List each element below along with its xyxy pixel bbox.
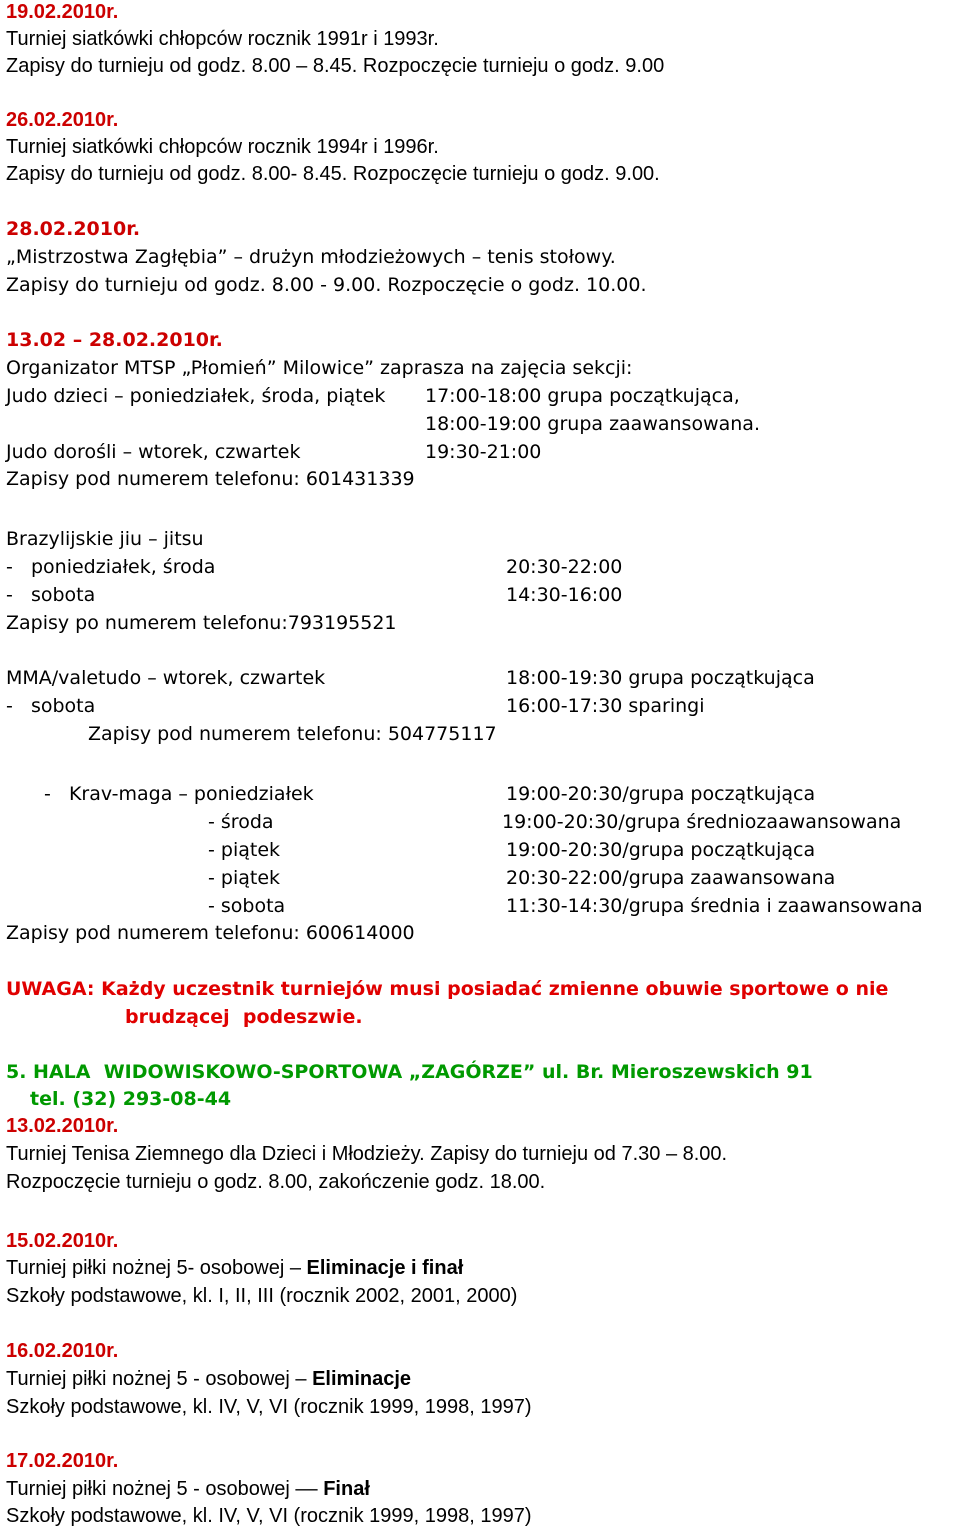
event-date: 13.02 – 28.02.2010r. <box>6 329 223 351</box>
event-date: 15.02.2010r. <box>6 1230 119 1252</box>
mma-time-1: 18:00-19:30 grupa początkująca <box>506 667 815 689</box>
event-date: 28.02.2010r. <box>6 218 141 240</box>
krav-phone: Zapisy pod numerem telefonu: 600614000 <box>6 922 415 944</box>
mma-days-2: - sobota <box>6 695 96 717</box>
warning-line-2: brudzącej podeszwie. <box>125 1006 363 1028</box>
event-details: Szkoły podstawowe, kl. IV, V, VI (rocznik 1999, 1998, 1997) <box>6 1396 532 1418</box>
judo-kids-time-1: 17:00-18:00 grupa początkująca, <box>425 385 740 407</box>
krav-time-3: 19:00-20:30/grupa początkująca <box>506 839 816 861</box>
event-details: Szkoły podstawowe, kl. IV, V, VI (rocznik 1999, 1998, 1997) <box>6 1505 532 1527</box>
event-title: Turniej siatkówki chłopców rocznik 1994r i 1996r. <box>6 136 439 158</box>
event-title <box>6 1367 411 1391</box>
event-details: Zapisy do turnieju od godz. 8.00- 8.45. Rozpoczęcie turnieju o godz. 9.00. <box>6 163 660 185</box>
event-stage: Finał <box>323 1478 370 1500</box>
event-details: Zapisy do turnieju od godz. 8.00 - 9.00. Rozpoczęcie o godz. 10.00. <box>6 274 647 296</box>
bjj-title: Brazylijskie jiu – jitsu <box>6 528 204 550</box>
krav-days-1: - Krav-maga – poniedziałek <box>44 783 314 805</box>
event-details: Zapisy do turnieju od godz. 8.00 – 8.45. Rozpoczęcie turnieju o godz. 9.00 <box>6 55 665 77</box>
judo-adults-time: 19:30-21:00 <box>425 441 542 463</box>
krav-time-5: 11:30-14:30/grupa średnia i zaawansowana <box>506 895 923 917</box>
krav-days-4: - piątek <box>208 867 281 889</box>
judo-kids-days: Judo dzieci – poniedziałek, środa, piątek <box>6 385 386 407</box>
event-title: „Mistrzostwa Zagłębia” – drużyn młodzieżowych – tenis stołowy. <box>6 246 616 268</box>
krav-days-3: - piątek <box>208 839 281 861</box>
event-date: 16.02.2010r. <box>6 1340 119 1362</box>
organizer-intro: Organizator MTSP „Płomień” Milowice” zaprasza na zajęcia sekcji: <box>6 357 633 379</box>
bjj-days-1: - poniedziałek, środa <box>6 556 216 578</box>
event-date: 17.02.2010r. <box>6 1450 119 1472</box>
krav-time-1: 19:00-20:30/grupa początkująca <box>506 783 816 805</box>
judo-phone: Zapisy pod numerem telefonu: 601431339 <box>6 468 415 490</box>
mma-phone: Zapisy pod numerem telefonu: 504775117 <box>88 723 497 745</box>
hall-phone: tel. (32) 293-08-44 <box>30 1088 232 1110</box>
krav-days-5: - sobota <box>208 895 286 917</box>
event-date: 19.02.2010r. <box>6 1 119 23</box>
event-date: 13.02.2010r. <box>6 1115 119 1137</box>
event-title-text: Turniej piłki nożnej 5- osobowej – <box>6 1257 307 1279</box>
event-details: Rozpoczęcie turnieju o godz. 8.00, zakończenie godz. 18.00. <box>6 1171 546 1193</box>
event-stage: Eliminacje <box>312 1368 412 1390</box>
event-title <box>6 1256 463 1280</box>
event-date: 26.02.2010r. <box>6 109 119 131</box>
warning-line-1: UWAGA: Każdy uczestnik turniejów musi posiadać zmienne obuwie sportowe o nie <box>6 978 889 1000</box>
judo-kids-time-2: 18:00-19:00 grupa zaawansowana. <box>425 413 760 435</box>
bjj-days-2: - sobota <box>6 584 96 606</box>
event-title-text: Turniej piłki nożnej 5 - osobowej – <box>6 1368 313 1390</box>
hall-name: 5. HALA WIDOWISKOWO-SPORTOWA „ZAGÓRZE” ul. Br. Mieroszewskich 91 <box>6 1061 813 1083</box>
bjj-time-2: 14:30-16:00 <box>506 584 623 606</box>
event-details: Szkoły podstawowe, kl. I, II, III (rocznik 2002, 2001, 2000) <box>6 1285 518 1307</box>
bjj-time-1: 20:30-22:00 <box>506 556 623 578</box>
krav-days-2: - środa <box>208 811 274 833</box>
krav-time-4: 20:30-22:00/grupa zaawansowana <box>506 867 836 889</box>
judo-adults-days: Judo dorośli – wtorek, czwartek <box>6 441 301 463</box>
event-stage: Eliminacje i finał <box>306 1257 464 1279</box>
bjj-phone: Zapisy po numerem telefonu:793195521 <box>6 612 397 634</box>
krav-time-2: 19:00-20:30/grupa średniozaawansowana <box>502 811 902 833</box>
event-title: Turniej siatkówki chłopców rocznik 1991r i 1993r. <box>6 28 439 50</box>
event-title-text: Turniej piłki nożnej 5 - osobowej –– <box>6 1478 324 1500</box>
mma-days-1: MMA/valetudo – wtorek, czwartek <box>6 667 326 689</box>
event-title: Turniej Tenisa Ziemnego dla Dzieci i Młodzieży. Zapisy do turnieju od 7.30 – 8.00. <box>6 1143 728 1165</box>
mma-time-2: 16:00-17:30 sparingi <box>506 695 705 717</box>
event-title <box>6 1477 370 1501</box>
